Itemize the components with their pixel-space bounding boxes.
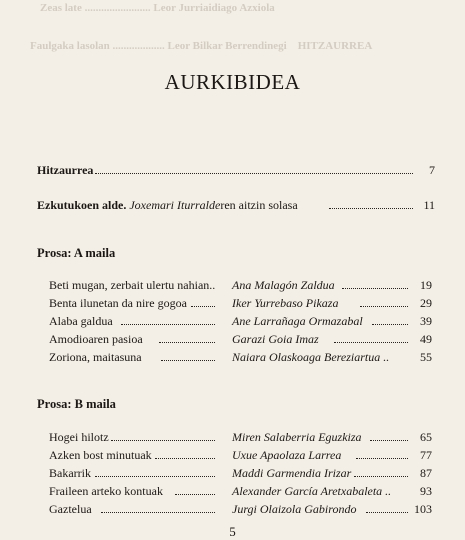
page-number: 5 [229, 524, 236, 539]
story-page: 87 [420, 466, 432, 480]
story-page: 19 [420, 278, 432, 292]
story-page: 49 [420, 332, 432, 346]
story-page: 77 [420, 448, 432, 462]
story-page: 93 [420, 484, 432, 498]
story-author: Iker Yurrebaso Pikaza [232, 296, 408, 311]
page-title: AURKIBIDEA [164, 70, 301, 94]
section-heading-a: Prosa: A maila [37, 246, 116, 260]
entry-label-bold: Ezkutukoen alde. [37, 198, 127, 212]
story-author: Naiara Olaskoaga Bereziartua .. [232, 350, 390, 364]
story-title: Zoriona, maitasuna [49, 350, 215, 365]
toc-entry-hitzaurrea [37, 163, 435, 179]
story-page: 29 [420, 296, 432, 310]
entry-page: 7 [429, 163, 435, 177]
story-page: 55 [420, 350, 432, 364]
entry-page: 11 [423, 198, 435, 212]
entry-label [37, 198, 298, 213]
story-author: Alexander García Aretxabaleta .. [232, 484, 392, 498]
section-heading-b: Prosa: B maila [37, 397, 116, 411]
story-title: Fraileen arteko kontuak [49, 484, 215, 499]
story-author: Garazi Goia Imaz [232, 332, 408, 347]
dot-leader [329, 206, 413, 209]
entry-label-author: Joxemari Iturralde [129, 198, 221, 212]
story-title: Azken bost minutuak [49, 448, 215, 463]
story-title: Benta ilunetan da nire gogoa [49, 296, 215, 311]
entry-label-tail: ren aitzin solasa [220, 198, 298, 212]
story-author: Miren Salaberria Eguzkiza [232, 430, 408, 445]
story-title: Bakarrik [49, 466, 215, 481]
story-title: Alaba galdua [49, 314, 215, 329]
story-author: Ane Larrañaga Ormazabal [232, 314, 408, 329]
story-title: Hogei hilotz [49, 430, 215, 445]
dot-leader [95, 171, 413, 174]
story-author: Ana Malagón Zaldua [232, 278, 408, 293]
story-page: 103 [414, 502, 432, 516]
story-page: 65 [420, 430, 432, 444]
toc-entry-aitzin-solasa [37, 198, 435, 214]
show-through-text: Zeas late ........................ Leor Jurriaidiago Azxiola Faulgaka lasolan ................... Leor Bilkar Berrendinegi HITZAURREA [30, 2, 373, 52]
story-author: Maddi Garmendia Irizar [232, 466, 408, 481]
story-page: 39 [420, 314, 432, 328]
story-title: Amodioaren pasioa [49, 332, 215, 347]
story-author: Uxue Apaolaza Larrea [232, 448, 408, 463]
story-title: Gaztelua [49, 502, 215, 517]
story-title: Beti mugan, zerbait ulertu nahian.. [49, 278, 216, 292]
entry-label: Hitzaurrea [37, 163, 94, 177]
story-author: Jurgi Olaizola Gabirondo [232, 502, 408, 517]
